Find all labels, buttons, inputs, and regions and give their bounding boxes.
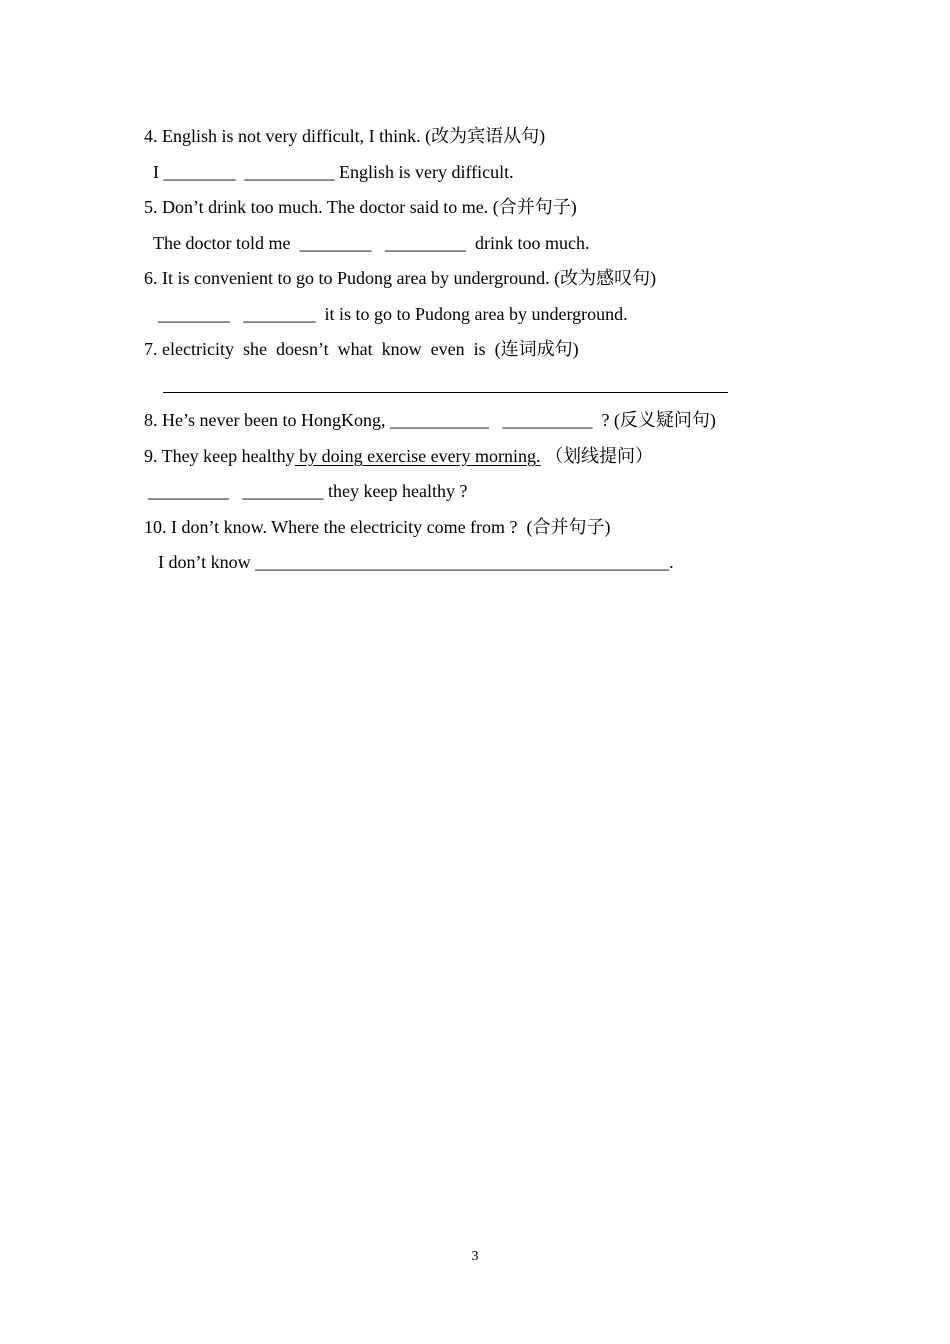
page-number: 3 — [471, 1249, 479, 1264]
exercise-9-answer: _________ _________ they keep healthy ? — [148, 481, 468, 501]
exercise-9-instruction: （划线提问） — [540, 446, 654, 466]
exercise-4-prompt: 4. English is not very difficult, I think. (改为宾语从句) — [144, 126, 546, 146]
exercise-6-answer: ________ ________ it is to go to Pudong area by underground. — [158, 304, 628, 324]
exercise-5-prompt: 5. Don’t drink too much. The doctor said to me. (合并句子) — [144, 197, 577, 217]
exercise-5-answer: The doctor told me ________ _________ drink too much. — [153, 233, 590, 253]
exercise-8-prompt: 8. He’s never been to HongKong, ___________ __________ ? (反义疑问句) — [144, 410, 716, 430]
exercise-9-underlined-phrase: by doing exercise every morning. — [294, 446, 541, 466]
exercise-7-prompt: 7. electricity she doesn’t what know even is (连词成句) — [144, 339, 579, 359]
exercise-7-answer-line — [163, 392, 728, 393]
exercise-9-prompt — [144, 445, 653, 467]
exercise-6-prompt: 6. It is convenient to go to Pudong area by underground. (改为感叹句) — [144, 268, 657, 288]
exercise-4-answer: I ________ __________ English is very difficult. — [153, 162, 514, 182]
exercise-10-prompt: 10. I don’t know. Where the electricity come from ? (合并句子) — [144, 517, 611, 537]
exercise-9-prompt-start: 9. They keep healthy — [144, 446, 295, 466]
exercise-10-answer: I don’t know ______________________________________________. — [158, 552, 674, 572]
